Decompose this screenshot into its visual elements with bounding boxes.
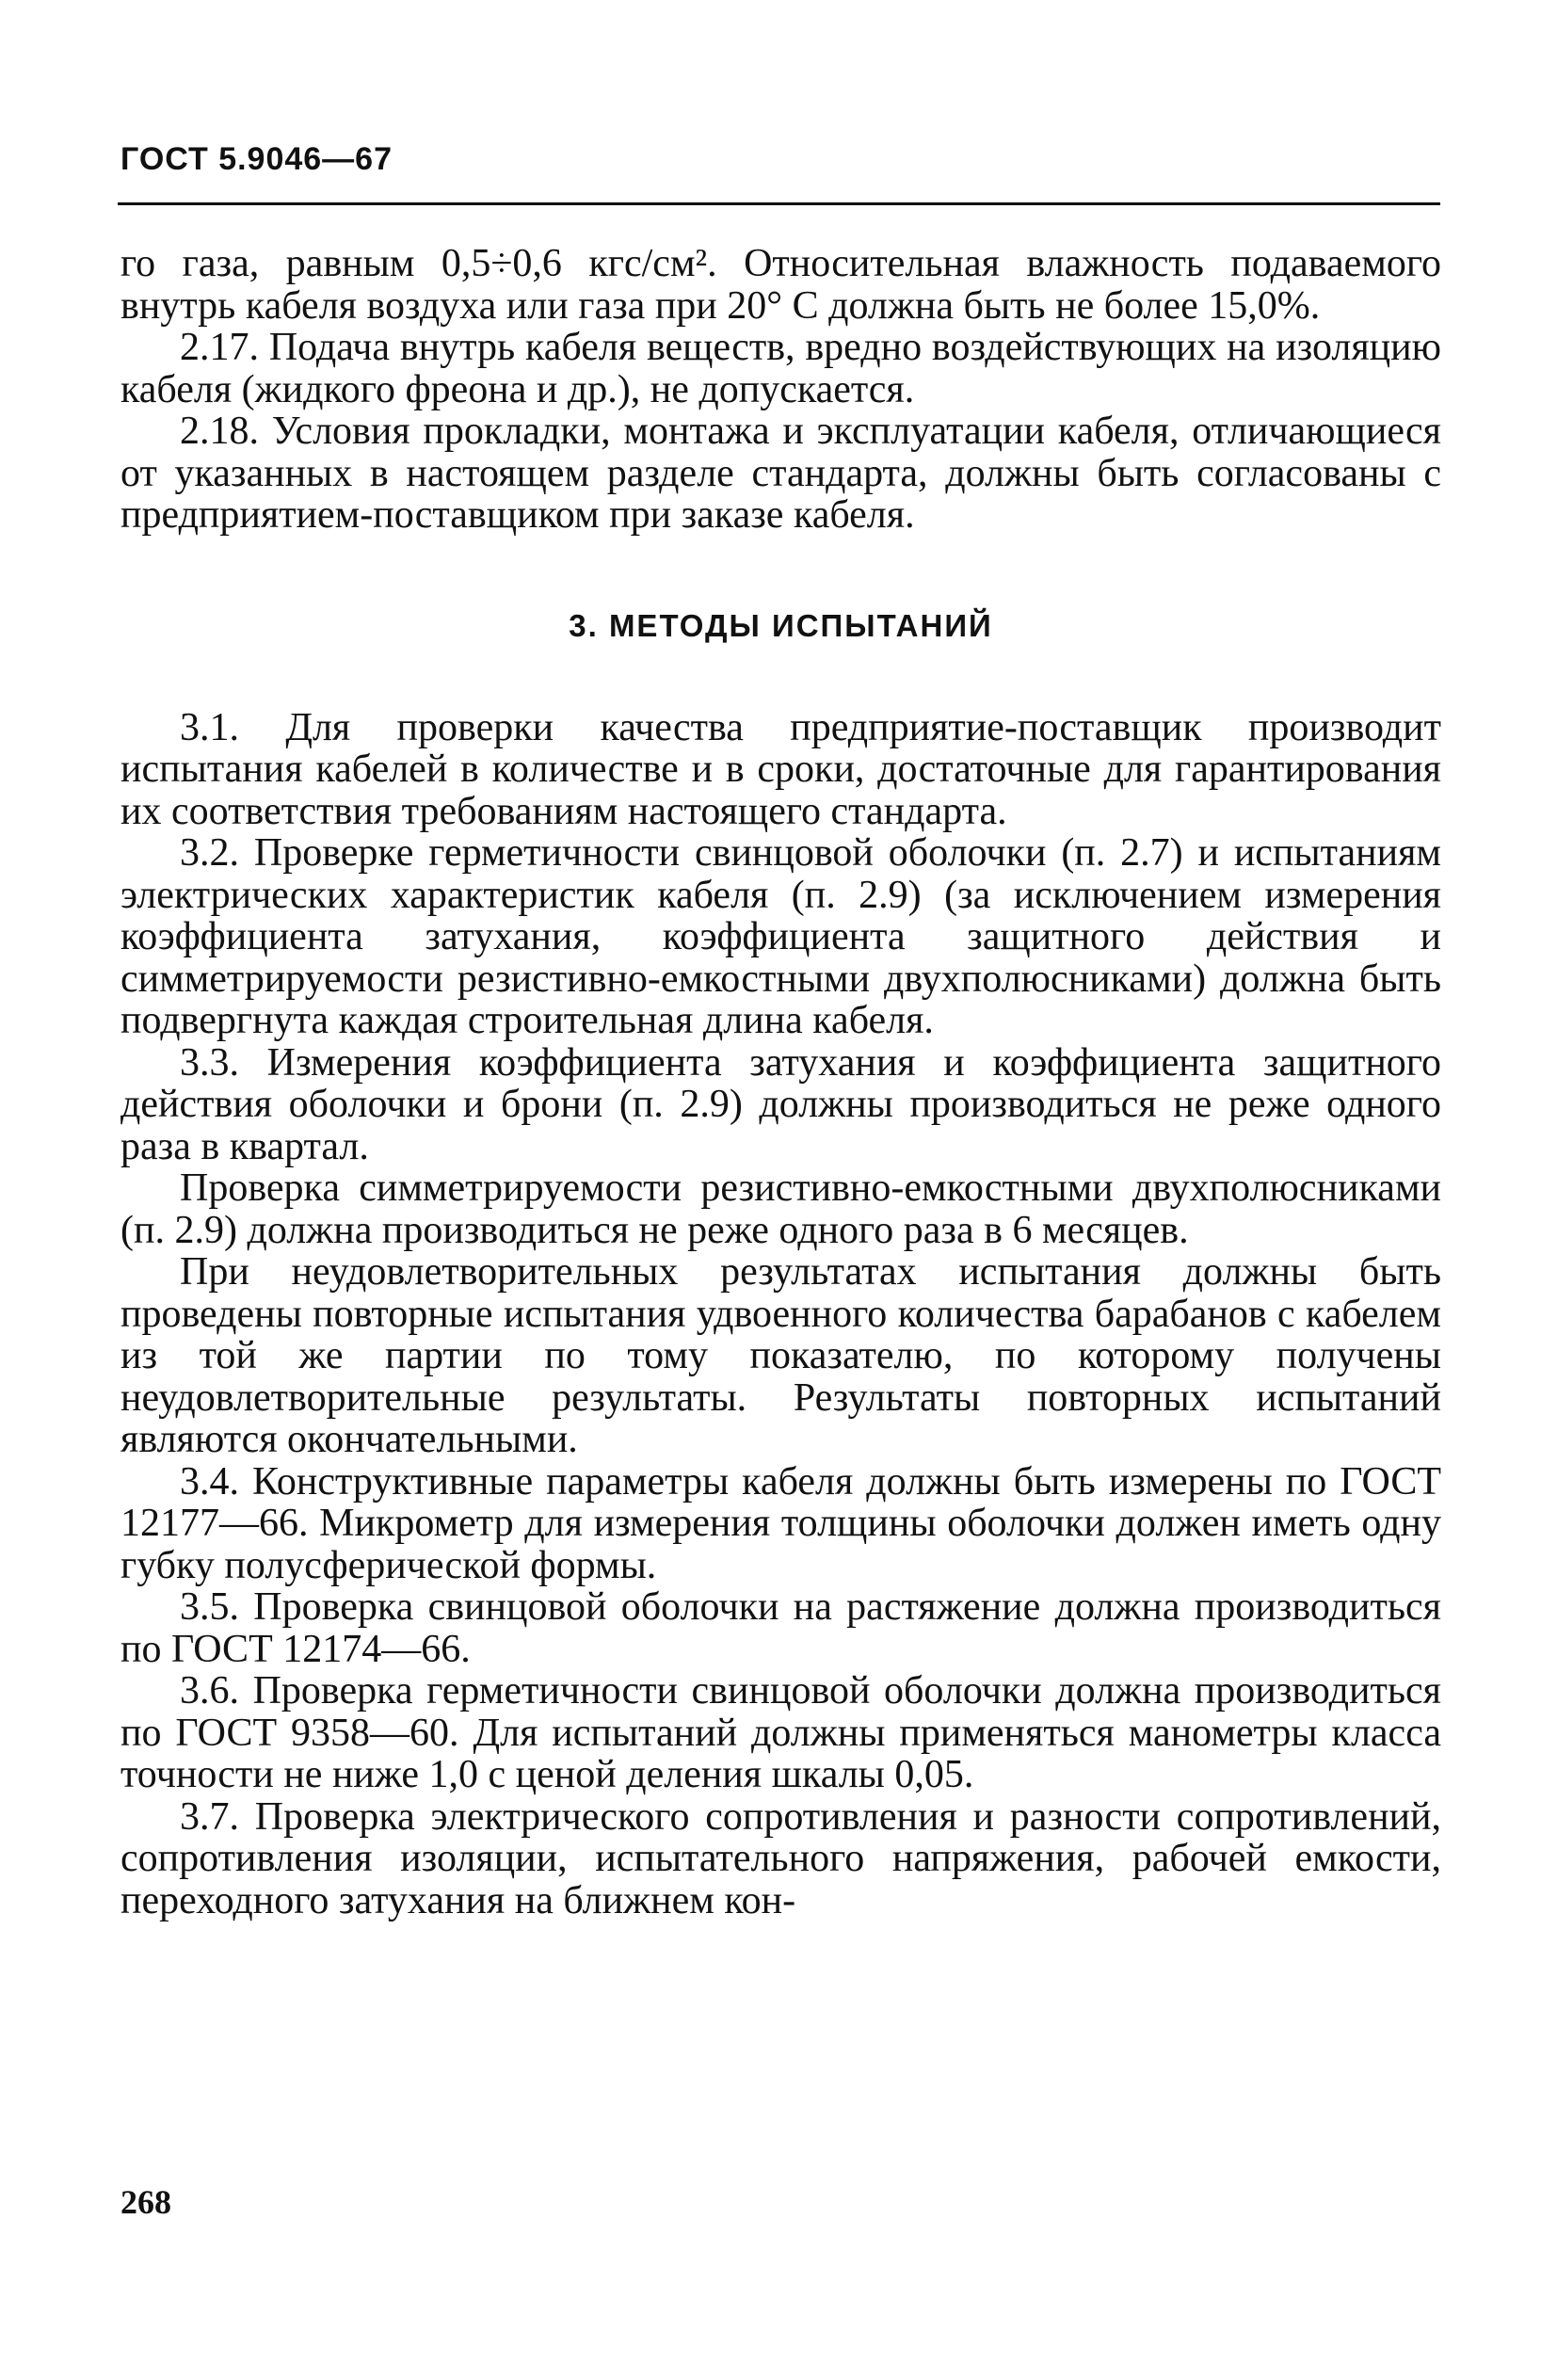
paragraph-3-4: 3.4. Конструктивные параметры кабеля должны быть измерены по ГОСТ 12177—66. Микрометр для измерения толщины оболочки должен иметь одну губку полусферической формы. bbox=[120, 1459, 1441, 1587]
section-title: 3. МЕТОДЫ ИСПЫТАНИЙ bbox=[569, 607, 993, 643]
paragraph-3-2: 3.2. Проверке герметичности свинцовой оболочки (п. 2.7) и испытаниям электрических характеристик кабеля (п. 2.9) (за исключением измерения коэффициента затухания, коэффициента защитного действия и симметрируемости резистивно-емкостными двухполюсниками) должна быть подвергнута каждая строительная длина кабеля. bbox=[120, 831, 1441, 1042]
header-rule bbox=[118, 202, 1440, 205]
paragraph-3-5: 3.5. Проверка свинцовой оболочки на растяжение должна производиться по ГОСТ 12174—66. bbox=[120, 1585, 1441, 1671]
page-number: 268 bbox=[120, 2183, 171, 2221]
document-header: ГОСТ 5.9046—67 bbox=[120, 141, 393, 177]
paragraph-3-3: 3.3. Измерения коэффициента затухания и коэффициента защитного действия оболочки и брони (п. 2.9) должны производиться не реже одного раза в квартал. bbox=[120, 1040, 1441, 1168]
paragraph-3-3-retest: При неудовлетворительных результатах испытания должны быть проведены повторные испытания удвоенного количества барабанов с кабелем из той же партии по тому показателю, по которому получены неудовлетворительные результаты. Результаты повторных испытаний являются окончательными. bbox=[120, 1250, 1441, 1461]
paragraph-3-7: 3.7. Проверка электрического сопротивления и разности сопротивлений, сопротивления изоляции, испытательного напряжения, рабочей емкости, переходного затухания на ближнем кон- bbox=[120, 1794, 1441, 1922]
paragraph-3-6: 3.6. Проверка герметичности свинцовой оболочки должна производиться по ГОСТ 9358—60. Для испытаний должны применяться манометры класса точности не ниже 1,0 с ценой деления шкалы 0,05. bbox=[120, 1669, 1441, 1796]
paragraph-2-18: 2.18. Условия прокладки, монтажа и эксплуатации кабеля, отличающиеся от указанных в настоящем разделе стандарта, должны быть согласованы с предприятием-поставщиком при заказе кабеля. bbox=[120, 410, 1441, 537]
paragraph-continuation: го газа, равным 0,5÷0,6 кгс/см². Относительная влажность подаваемого внутрь кабеля воздуха или газа при 20° С должна быть не более 15,0%. bbox=[120, 242, 1441, 328]
paragraph-3-3-symmetry: Проверка симметрируемости резистивно-емкостными двухполюсниками (п. 2.9) должна производиться не реже одного раза в 6 месяцев. bbox=[120, 1166, 1441, 1252]
paragraph-2-17: 2.17. Подача внутрь кабеля веществ, вредно воздействующих на изоляцию кабеля (жидкого фреона и др.), не допускается. bbox=[120, 326, 1441, 411]
paragraph-3-1: 3.1. Для проверки качества предприятие-поставщик производит испытания кабелей в количестве и в сроки, достаточные для гарантирования их соответствия требованиям настоящего стандарта. bbox=[120, 705, 1441, 833]
body-text bbox=[120, 243, 1441, 1922]
